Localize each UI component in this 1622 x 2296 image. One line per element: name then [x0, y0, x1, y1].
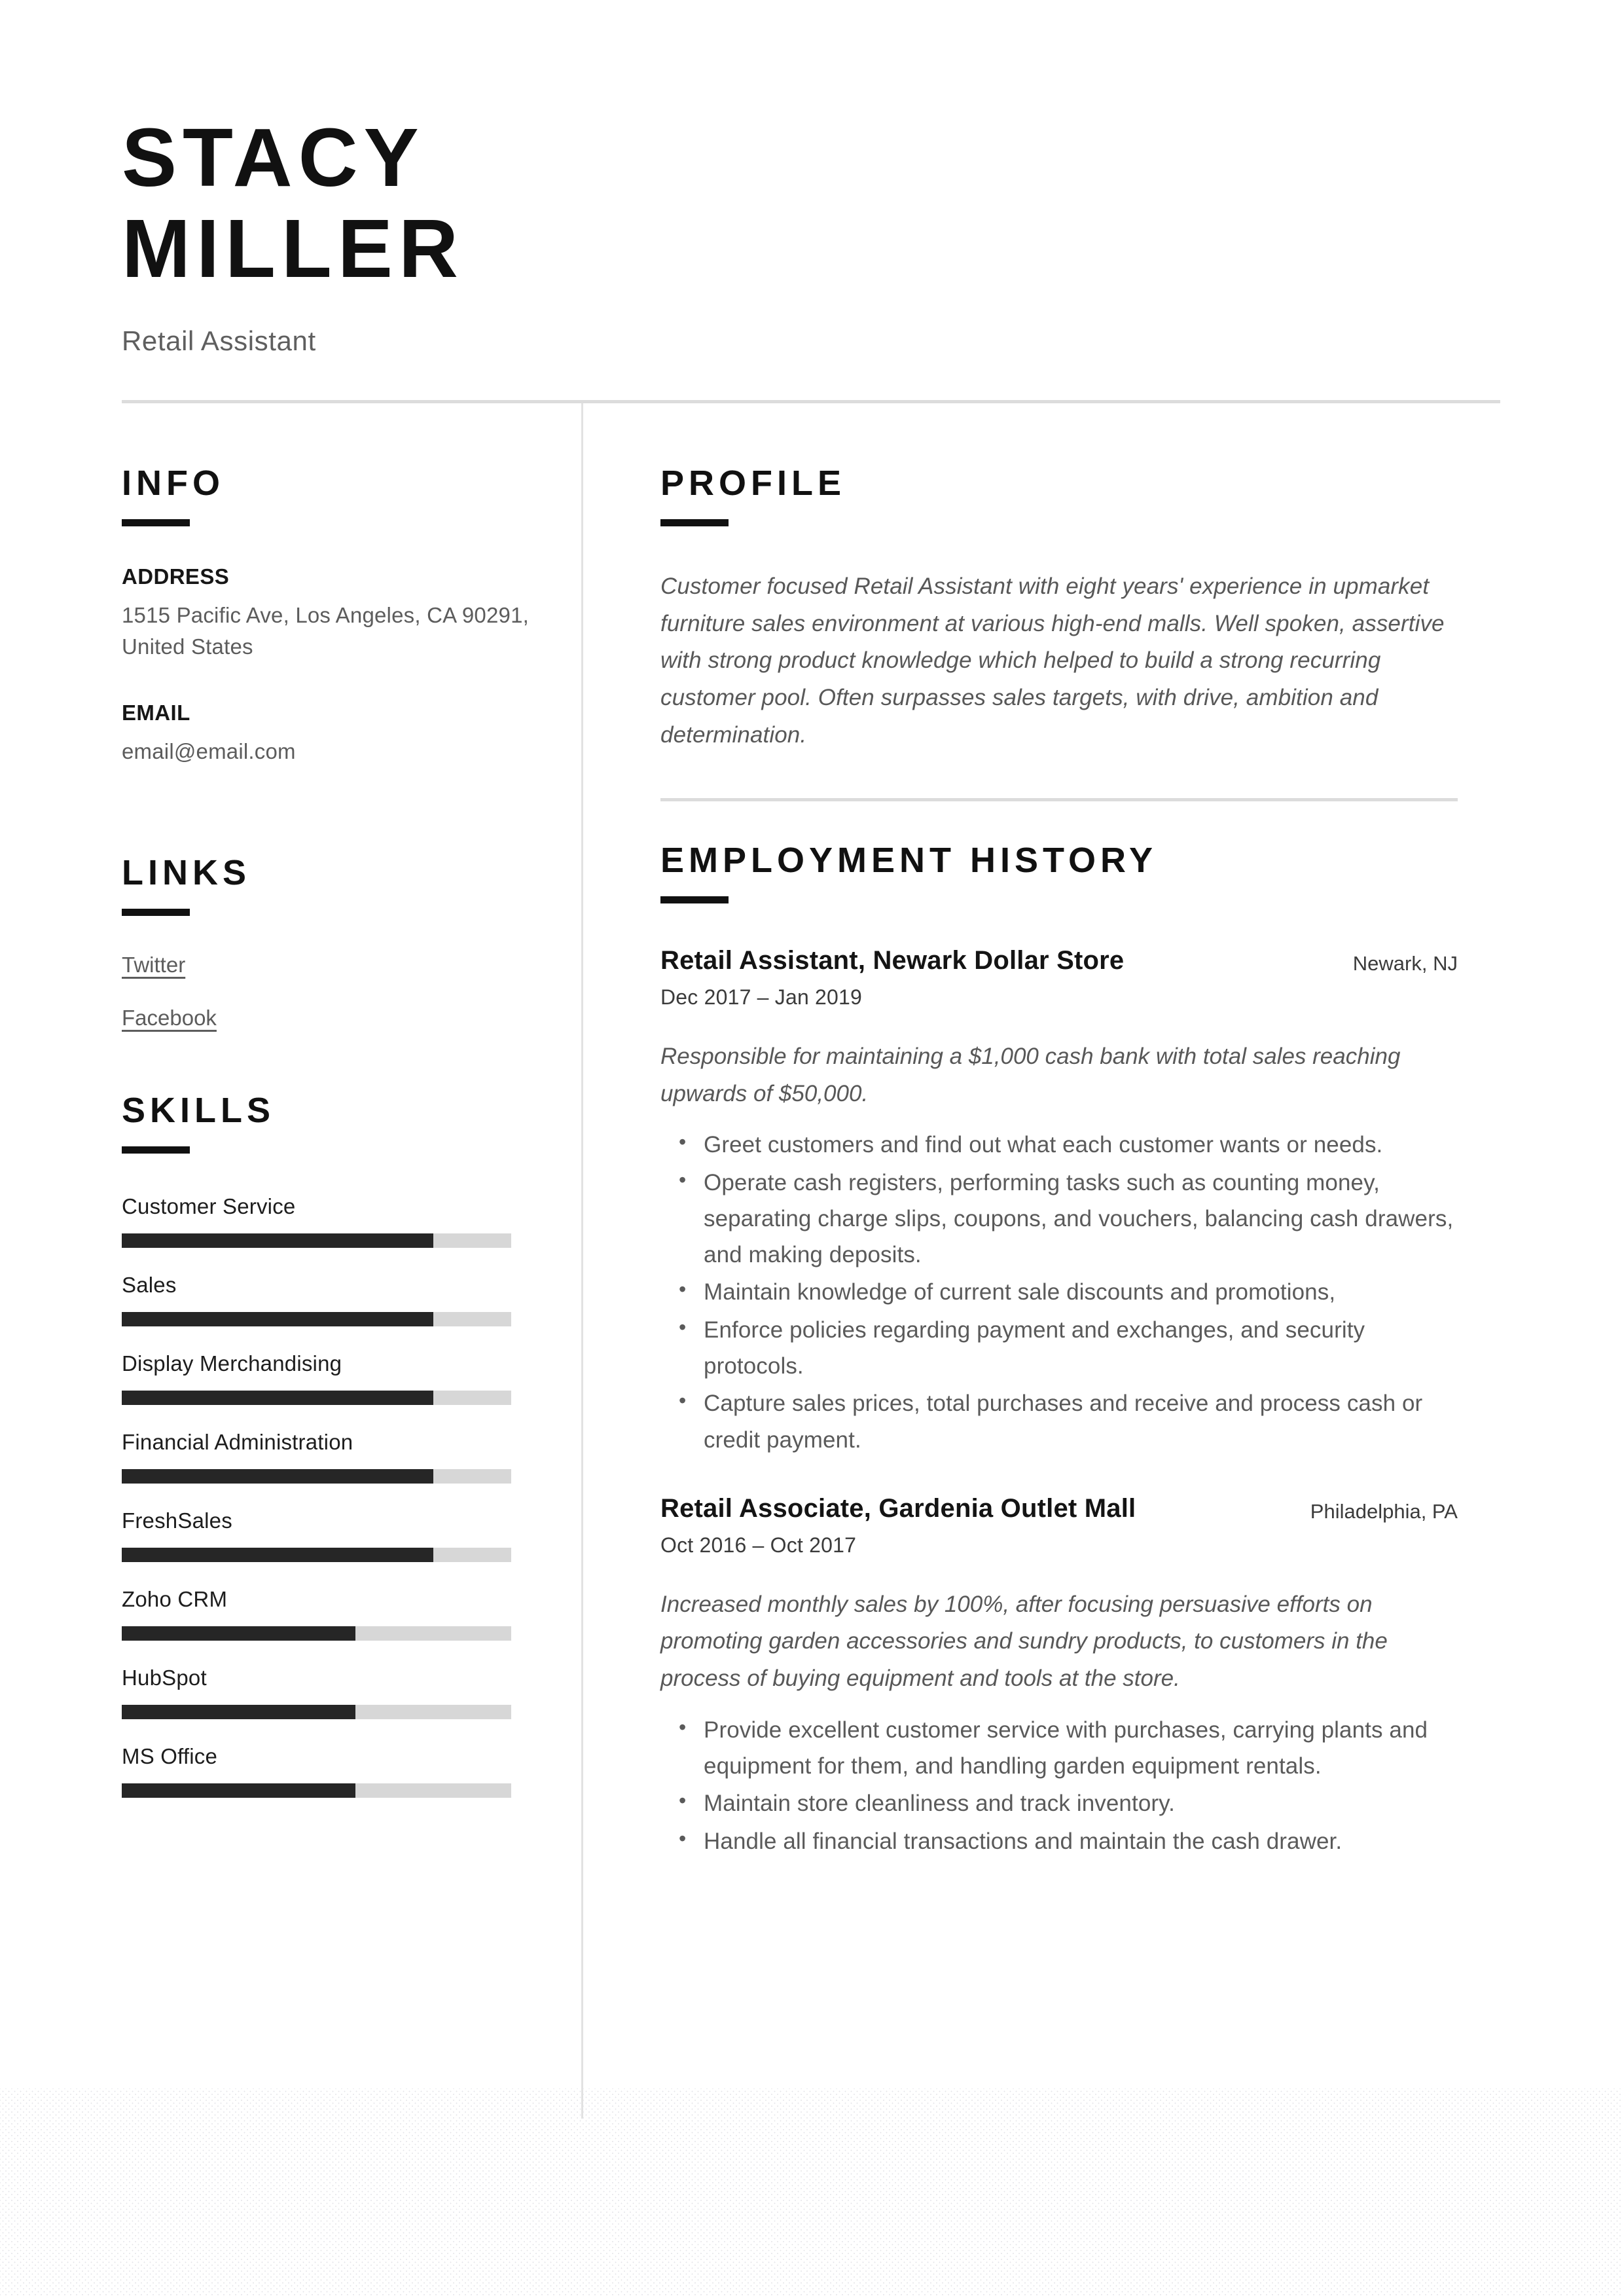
- skill-label: Financial Administration: [122, 1429, 353, 1454]
- profile-section: [660, 465, 1500, 754]
- job-entry: [660, 1492, 1500, 1859]
- skill-level-track: [122, 1391, 511, 1405]
- skills-section: [122, 1092, 542, 1798]
- employment-history-section: [660, 842, 1500, 1859]
- resume-header: [122, 0, 1500, 403]
- job-bullet: • Operate cash registers, performing tasks such as counting money, separating charge slips, coupons, and vouchers, balancing cash drawers, and making deposits.: [704, 1165, 1458, 1273]
- last-name: MILLER: [122, 202, 464, 295]
- email-label: EMAIL: [122, 700, 190, 725]
- job-dates: Oct 2016 – Oct 2017: [660, 1533, 857, 1557]
- links-heading: LINKS: [122, 853, 251, 893]
- address-value: 1515 Pacific Ave, Los Angeles, CA 90291, United States: [122, 602, 529, 659]
- first-name: STACY: [122, 111, 425, 204]
- skill-level-track: [122, 1705, 511, 1719]
- links-section: [122, 854, 542, 1030]
- skill-level-fill: [122, 1391, 433, 1405]
- job-dates: Dec 2017 – Jan 2019: [660, 985, 863, 1009]
- job-bullet: • Capture sales prices, total purchases and receive and process cash or credit payment.: [704, 1385, 1458, 1458]
- skill-label: FreshSales: [122, 1508, 232, 1533]
- profile-employment-divider: [660, 798, 1458, 801]
- job-bullet: • Greet customers and find out what each customer wants or needs.: [704, 1127, 1458, 1163]
- skill-row: [122, 1587, 542, 1641]
- job-bullet: • Maintain store cleanliness and track inventory.: [704, 1785, 1458, 1821]
- job-title: Retail Assistant, Newark Dollar Store: [660, 946, 1125, 975]
- skill-level-fill: [122, 1233, 433, 1248]
- sidebar: [122, 403, 581, 2119]
- skill-label: Zoho CRM: [122, 1586, 228, 1611]
- info-heading-underline: [122, 519, 190, 526]
- skill-row: [122, 1194, 542, 1248]
- job-entry: [660, 944, 1500, 1458]
- job-location: Newark, NJ: [1352, 952, 1458, 975]
- employment-heading: EMPLOYMENT HISTORY: [660, 841, 1158, 881]
- address-group: [122, 564, 542, 663]
- two-column-body: [122, 403, 1500, 2119]
- profile-heading-underline: [660, 519, 729, 526]
- skills-heading-underline: [122, 1146, 190, 1154]
- skill-list: [122, 1194, 542, 1798]
- link-twitter[interactable]: Twitter: [122, 953, 186, 977]
- skill-level-fill: [122, 1626, 355, 1641]
- headline-job-title: Retail Assistant: [122, 325, 316, 357]
- skill-row: [122, 1666, 542, 1719]
- page-title: [122, 113, 842, 294]
- job-summary: Responsible for maintaining a $1,000 cash bank with total sales reaching upwards of $50,000.: [660, 1043, 1401, 1106]
- skill-level-track: [122, 1626, 511, 1641]
- skill-label: HubSpot: [122, 1665, 207, 1690]
- skill-level-track: [122, 1312, 511, 1326]
- skills-heading: SKILLS: [122, 1091, 276, 1131]
- job-bullet: • Handle all financial transactions and maintain the cash drawer.: [704, 1823, 1458, 1859]
- profile-heading: PROFILE: [660, 464, 846, 503]
- skill-row: [122, 1351, 542, 1405]
- skill-row: [122, 1430, 542, 1484]
- email-value: email@email.com: [122, 738, 296, 763]
- links-heading-underline: [122, 909, 190, 916]
- job-headline: [660, 1492, 1458, 1525]
- skill-level-track: [122, 1548, 511, 1562]
- skill-row: [122, 1744, 542, 1798]
- skill-label: MS Office: [122, 1743, 218, 1768]
- job-summary: Increased monthly sales by 100%, after focusing persuasive efforts on promoting garden accessories and sundry products, to customers in the process of buying equipment and tools at the store.: [660, 1591, 1388, 1692]
- skill-label: Sales: [122, 1272, 177, 1297]
- profile-text: Customer focused Retail Assistant with eight years' experience in upmarket furniture sales environment at various high-end malls. Well spoken, assertive with strong product knowledge which helped to build a strong recurring customer pool. Often surpasses sales targets, with drive, ambition and determination.: [660, 573, 1445, 748]
- skill-level-fill: [122, 1312, 433, 1326]
- info-heading: INFO: [122, 464, 225, 503]
- skill-label: Customer Service: [122, 1194, 296, 1218]
- skill-level-fill: [122, 1783, 355, 1798]
- job-list: [660, 944, 1500, 1859]
- email-group: [122, 701, 542, 767]
- skill-level-track: [122, 1469, 511, 1484]
- job-bullet: • Provide excellent customer service with purchases, carrying plants and equipment for them, and handling garden equipment rentals.: [704, 1712, 1458, 1785]
- job-headline: [660, 944, 1458, 977]
- info-section: [122, 465, 542, 767]
- job-bullet: • Maintain knowledge of current sale discounts and promotions,: [704, 1274, 1458, 1310]
- skill-level-fill: [122, 1548, 433, 1562]
- skill-row: [122, 1273, 542, 1326]
- job-bullet-list: [660, 1127, 1458, 1458]
- skill-label: Display Merchandising: [122, 1351, 342, 1376]
- job-title: Retail Associate, Gardenia Outlet Mall: [660, 1493, 1136, 1523]
- skill-level-track: [122, 1783, 511, 1798]
- address-label: ADDRESS: [122, 564, 230, 589]
- skill-level-fill: [122, 1469, 433, 1484]
- main-content: [583, 403, 1500, 2119]
- link-facebook[interactable]: Facebook: [122, 1006, 217, 1030]
- job-bullet: • Enforce policies regarding payment and exchanges, and security protocols.: [704, 1312, 1458, 1385]
- link-list: [122, 953, 542, 1030]
- skill-level-fill: [122, 1705, 355, 1719]
- employment-heading-underline: [660, 896, 729, 903]
- job-bullet-list: [660, 1712, 1458, 1859]
- skill-row: [122, 1508, 542, 1562]
- job-location: Philadelphia, PA: [1310, 1499, 1458, 1523]
- skill-level-track: [122, 1233, 511, 1248]
